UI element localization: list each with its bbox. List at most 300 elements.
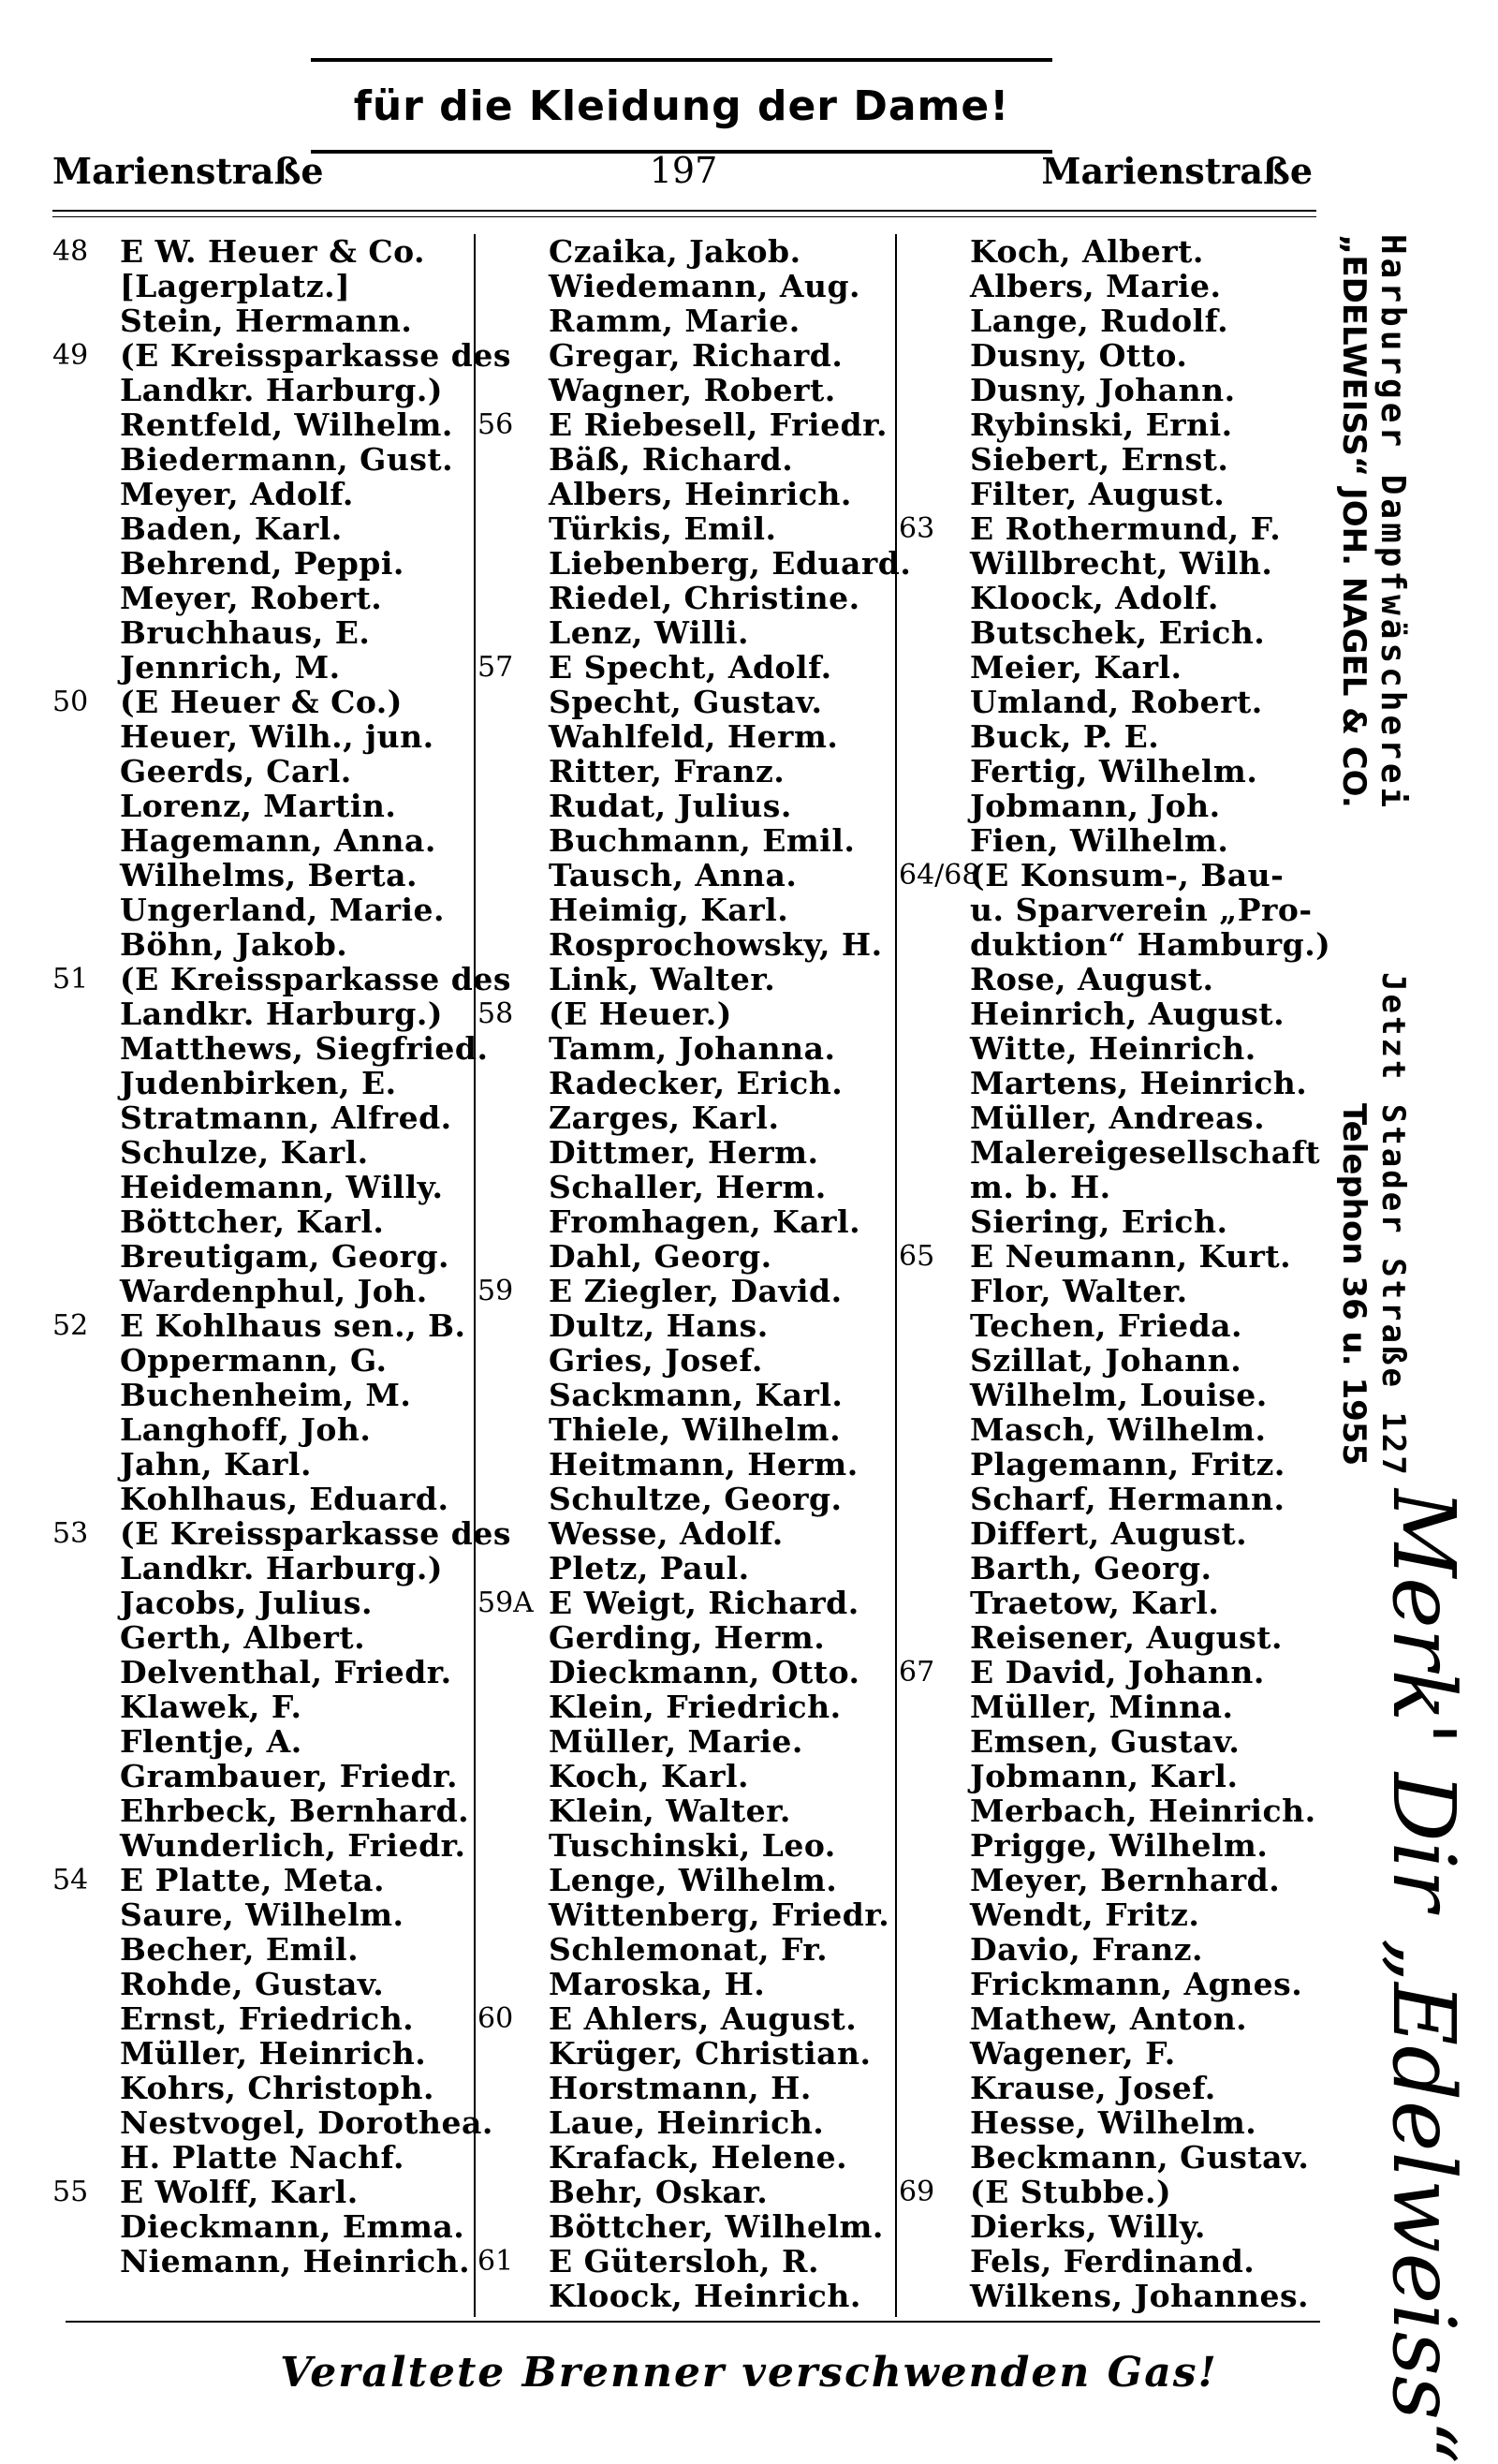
house-number: 61 — [477, 2245, 514, 2278]
directory-entry — [899, 2279, 1329, 2313]
directory-entry — [477, 1482, 889, 1516]
resident-name: Wilkens, Johannes. — [970, 2278, 1310, 2314]
directory-entry — [52, 2001, 464, 2036]
directory-entry — [52, 927, 464, 962]
resident-name: Rentfeld, Wilhelm. — [120, 406, 453, 443]
directory-entry — [899, 2140, 1329, 2175]
resident-name: Böttcher, Wilhelm. — [549, 2208, 884, 2245]
house-number: 57 — [477, 651, 514, 684]
directory-entry — [52, 615, 464, 650]
directory-entry — [477, 477, 889, 511]
directory-entry — [477, 615, 889, 650]
resident-name: Behr, Oskar. — [549, 2174, 769, 2210]
directory-entry — [52, 789, 464, 823]
resident-name: Butschek, Erich. — [970, 614, 1266, 651]
resident-name: Kloock, Heinrich. — [549, 2278, 861, 2314]
directory-entry — [477, 2140, 889, 2175]
directory-entry — [899, 1239, 1329, 1274]
side-ad-brand: „EDELWEISS“ JOH. NAGEL & CO. — [1335, 234, 1373, 808]
resident-name: Flentje, A. — [120, 1723, 302, 1760]
house-number: 64/68 — [899, 859, 980, 892]
directory-entry — [52, 823, 464, 858]
directory-entry — [899, 1516, 1329, 1551]
resident-name: Liebenberg, Eduard. — [549, 545, 912, 582]
directory-entry — [899, 1412, 1329, 1447]
resident-name: Gregar, Richard. — [549, 337, 844, 374]
side-ad-phone: Telephon 36 u. 1955 — [1335, 1103, 1373, 1467]
directory-entry — [899, 1100, 1329, 1135]
resident-name: Nestvogel, Dorothea. — [120, 2104, 493, 2141]
resident-name: Baden, Karl. — [120, 510, 343, 547]
resident-name: Buchmann, Emil. — [549, 822, 856, 859]
directory-entry — [899, 1308, 1329, 1343]
resident-name: Schaller, Herm. — [549, 1169, 827, 1205]
resident-name: Reisener, August. — [970, 1619, 1283, 1656]
resident-name: Grambauer, Friedr. — [120, 1758, 458, 1794]
directory-entry — [477, 2001, 889, 2036]
resident-name: Masch, Wilhelm. — [970, 1411, 1267, 1448]
resident-name: Maroska, H. — [549, 1966, 766, 2002]
resident-name: Jobmann, Karl. — [970, 1758, 1239, 1794]
resident-name: Lenge, Wilhelm. — [549, 1862, 838, 1898]
directory-entry — [477, 719, 889, 754]
directory-entry — [52, 337, 511, 374]
resident-name: Willbrecht, Wilh. — [970, 545, 1273, 582]
directory-entry — [477, 545, 912, 582]
directory-entry — [52, 996, 464, 1031]
directory-entry — [52, 407, 464, 442]
directory-entry — [52, 1308, 464, 1343]
resident-name: Krüger, Christian. — [549, 2035, 872, 2072]
directory-entry — [899, 1932, 1329, 1967]
directory-entry — [52, 1066, 464, 1100]
resident-name: Beckmann, Gustav. — [970, 2139, 1310, 2176]
house-number: 49 — [52, 339, 89, 372]
page-number: 197 — [649, 150, 718, 191]
directory-entry — [52, 1828, 464, 1863]
resident-name: Scharf, Hermann. — [970, 1481, 1285, 1517]
directory-entry — [899, 2036, 1329, 2071]
directory-entry — [52, 2104, 493, 2141]
resident-name: Gries, Josef. — [549, 1342, 763, 1379]
directory-entry — [52, 1759, 464, 1793]
resident-name: Müller, Minna. — [970, 1689, 1234, 1725]
resident-name: Jahn, Karl. — [120, 1446, 312, 1483]
directory-entry — [477, 1135, 889, 1170]
directory-entry — [477, 2105, 889, 2140]
resident-name: Martens, Heinrich. — [970, 1065, 1308, 1101]
directory-entry — [477, 338, 889, 373]
resident-name: duktion“ Hamburg.) — [970, 926, 1331, 963]
directory-entry — [52, 1204, 464, 1239]
directory-entry — [899, 1274, 1329, 1308]
directory-entry — [899, 442, 1329, 477]
directory-entry — [477, 1551, 889, 1586]
resident-name: Tausch, Anna. — [549, 857, 798, 893]
resident-name: Kloock, Adolf. — [970, 580, 1219, 616]
house-number: 58 — [477, 997, 514, 1030]
directory-entry — [52, 373, 464, 407]
resident-name: Breutigam, Georg. — [120, 1238, 450, 1275]
resident-name: Heimig, Karl. — [549, 892, 789, 928]
directory-entry — [899, 1031, 1329, 1066]
resident-name: Schlemonat, Fr. — [549, 1931, 829, 1968]
resident-name: Saure, Wilhelm. — [120, 1896, 404, 1933]
resident-name: Stratmann, Alfred. — [120, 1099, 452, 1136]
resident-name: Jacobs, Julius. — [120, 1585, 373, 1621]
directory-entry — [477, 1724, 889, 1759]
resident-name: Rohde, Gustav. — [120, 1966, 385, 2002]
directory-entry — [52, 1447, 464, 1482]
house-number: 53 — [52, 1517, 89, 1550]
resident-name: Landkr. Harburg.) — [120, 996, 443, 1032]
directory-entry — [52, 1378, 464, 1412]
directory-entry — [52, 685, 464, 719]
directory-entry — [477, 1100, 889, 1135]
directory-entry — [52, 650, 464, 685]
resident-name: Rybinski, Erni. — [970, 406, 1233, 443]
directory-entry — [899, 2244, 1329, 2279]
directory-entry — [899, 1897, 1329, 1932]
resident-name: E Neumann, Kurt. — [970, 1238, 1292, 1275]
resident-name: Müller, Heinrich. — [120, 2035, 427, 2072]
resident-name: Horstmann, H. — [549, 2070, 812, 2106]
directory-entry — [52, 1655, 464, 1689]
resident-name: E Riebesell, Friedr. — [549, 406, 888, 443]
directory-entry — [477, 962, 889, 996]
resident-name: Lorenz, Martin. — [120, 788, 397, 824]
directory-entry — [899, 1586, 1329, 1620]
directory-entry — [477, 858, 889, 893]
directory-entry — [477, 511, 889, 546]
directory-entry — [899, 373, 1329, 407]
directory-entry — [52, 1967, 464, 2001]
resident-name: Koch, Karl. — [549, 1758, 750, 1794]
directory-entry — [477, 581, 889, 615]
directory-entry — [52, 477, 464, 511]
directory-entry — [477, 2071, 889, 2105]
resident-name: Jobmann, Joh. — [970, 788, 1221, 824]
resident-name: (E Kreissparkasse des — [120, 337, 511, 374]
directory-entry — [899, 1759, 1329, 1793]
resident-name: Rudat, Julius. — [549, 788, 792, 824]
house-number: 50 — [52, 686, 89, 718]
directory-entry — [52, 511, 464, 546]
resident-name: Heinrich, August. — [970, 996, 1285, 1032]
resident-name: Wilhelm, Louise. — [970, 1377, 1268, 1413]
resident-name: (E Heuer & Co.) — [120, 684, 403, 720]
directory-entry — [52, 719, 464, 754]
directory-entry — [477, 1828, 889, 1863]
resident-name: Szillat, Johann. — [970, 1342, 1242, 1379]
directory-entry — [477, 1655, 889, 1689]
directory-entry — [52, 1135, 464, 1170]
directory-entry — [52, 303, 464, 338]
directory-entry — [477, 1343, 889, 1378]
directory-entry — [52, 1793, 470, 1829]
directory-entry — [899, 1066, 1329, 1100]
directory-entry — [52, 269, 464, 303]
directory-entry — [899, 1689, 1329, 1724]
resident-name: E David, Johann. — [970, 1654, 1265, 1690]
resident-name: Jennrich, M. — [120, 649, 341, 686]
directory-entry — [899, 1724, 1329, 1759]
directory-entry — [899, 581, 1329, 615]
directory-entry — [899, 823, 1329, 858]
resident-name: Traetow, Karl. — [970, 1585, 1220, 1621]
directory-entry — [477, 2036, 889, 2071]
directory-entry — [477, 823, 889, 858]
house-number: 65 — [899, 1240, 935, 1273]
resident-name: E Platte, Meta. — [120, 1862, 385, 1898]
directory-entry — [477, 1170, 889, 1204]
directory-entry — [477, 996, 889, 1031]
resident-name: Pletz, Paul. — [549, 1550, 750, 1586]
directory-entry — [477, 1793, 889, 1828]
directory-entry — [52, 1689, 464, 1724]
directory-entry — [52, 546, 464, 581]
side-ad-company: Harburger Dampfwäscherei — [1373, 234, 1412, 812]
directory-entry — [899, 338, 1329, 373]
directory-entry — [477, 1759, 889, 1793]
resident-name: Bäß, Richard. — [549, 441, 794, 478]
directory-entry — [899, 303, 1329, 338]
directory-entry — [477, 2175, 889, 2209]
house-number: 60 — [477, 2002, 514, 2035]
directory-entry — [899, 1170, 1329, 1204]
resident-name: Dultz, Hans. — [549, 1307, 769, 1344]
directory-entry — [52, 961, 511, 997]
resident-name: Behrend, Peppi. — [120, 545, 404, 582]
resident-name: Dusny, Otto. — [970, 337, 1188, 374]
house-number: 69 — [899, 2176, 935, 2208]
directory-entry — [899, 962, 1329, 996]
directory-entry — [52, 1620, 464, 1655]
directory-entry — [477, 1412, 889, 1447]
resident-name: Frickmann, Agnes. — [970, 1966, 1303, 2002]
resident-name: Klein, Friedrich. — [549, 1689, 842, 1725]
resident-name: (E Stubbe.) — [970, 2174, 1172, 2210]
directory-entry — [52, 1274, 464, 1308]
directory-entry — [52, 2175, 464, 2209]
directory-entry — [52, 858, 464, 893]
resident-name: Dieckmann, Emma. — [120, 2208, 465, 2245]
directory-entry — [52, 1482, 464, 1516]
house-number: 63 — [899, 512, 935, 545]
directory-entry — [899, 1378, 1329, 1412]
resident-name: Wendt, Fritz. — [970, 1896, 1200, 1933]
directory-entry — [477, 754, 889, 789]
resident-name: Witte, Heinrich. — [970, 1030, 1256, 1067]
directory-entry — [477, 1967, 889, 2001]
house-number: 48 — [52, 235, 89, 268]
house-number: 55 — [52, 2176, 89, 2208]
resident-name: Schultze, Georg. — [549, 1481, 843, 1517]
directory-entry — [52, 1343, 464, 1378]
directory-entry — [899, 477, 1329, 511]
directory-entry — [52, 2071, 464, 2105]
directory-entry — [477, 2244, 889, 2279]
directory-entry — [899, 615, 1329, 650]
directory-entry — [477, 1516, 889, 1551]
resident-name: Ehrbeck, Bernhard. — [120, 1793, 470, 1829]
directory-entry — [899, 1135, 1329, 1170]
resident-name: Heitmann, Herm. — [549, 1446, 859, 1483]
directory-entry — [899, 1447, 1329, 1482]
resident-name: Wahlfeld, Herm. — [549, 718, 839, 755]
resident-name: Siering, Erich. — [970, 1203, 1228, 1240]
resident-name: Dieckmann, Otto. — [549, 1654, 860, 1690]
resident-name: Dittmer, Herm. — [549, 1134, 819, 1171]
resident-name: Tuschinski, Leo. — [549, 1827, 836, 1864]
resident-name: Techen, Frieda. — [970, 1307, 1243, 1344]
resident-name: Emsen, Gustav. — [970, 1723, 1241, 1760]
directory-entry — [52, 1724, 464, 1759]
resident-name: Link, Walter. — [549, 961, 776, 997]
directory-entry — [477, 1689, 889, 1724]
resident-name: Fromhagen, Karl. — [549, 1203, 861, 1240]
resident-name: H. Platte Nachf. — [120, 2139, 405, 2176]
resident-name: Ernst, Friedrich. — [120, 2000, 415, 2037]
resident-name: Becher, Emil. — [120, 1931, 360, 1968]
resident-name: (E Heuer.) — [549, 996, 732, 1032]
directory-entry — [899, 1793, 1329, 1828]
resident-name: Tamm, Johanna. — [549, 1030, 836, 1067]
resident-name: u. Sparverein „Pro- — [970, 892, 1313, 928]
resident-name: Prigge, Wilhelm. — [970, 1827, 1269, 1864]
resident-name: Schulze, Karl. — [120, 1134, 369, 1171]
directory-entry — [899, 1204, 1329, 1239]
directory-entry — [899, 1551, 1329, 1586]
directory-entry — [899, 754, 1329, 789]
resident-name: Gerth, Albert. — [120, 1619, 366, 1656]
directory-entry — [899, 650, 1329, 685]
resident-name: Buchenheim, M. — [120, 1377, 412, 1413]
directory-entry — [52, 1863, 464, 1897]
resident-name: Umland, Robert. — [970, 684, 1263, 720]
resident-name: [Lagerplatz.] — [120, 268, 351, 304]
directory-entry — [477, 1066, 889, 1100]
directory-entry — [477, 893, 889, 927]
directory-entry — [477, 442, 889, 477]
resident-name: Kohlhaus, Eduard. — [120, 1481, 449, 1517]
resident-name: Klein, Walter. — [549, 1793, 791, 1829]
resident-name: E Ahlers, August. — [549, 2000, 858, 2037]
directory-entry — [899, 719, 1329, 754]
resident-name: Wardenphul, Joh. — [120, 1273, 428, 1309]
header-street-right: Marienstraße — [1041, 150, 1313, 192]
resident-name: Fels, Ferdinand. — [970, 2243, 1256, 2280]
directory-entry — [477, 1274, 889, 1308]
column-divider-1 — [474, 234, 476, 2317]
resident-name: E Gütersloh, R. — [549, 2243, 819, 2280]
directory-entry — [899, 789, 1329, 823]
directory-entry — [477, 1447, 889, 1482]
resident-name: m. b. H. — [970, 1169, 1111, 1205]
resident-name: Landkr. Harburg.) — [120, 1550, 443, 1586]
resident-name: Judenbirken, E. — [120, 1065, 397, 1101]
resident-name: Niemann, Heinrich. — [120, 2243, 471, 2280]
resident-name: (E Kreissparkasse des — [120, 961, 511, 997]
resident-name: Fien, Wilhelm. — [970, 822, 1229, 859]
resident-name: (E Kreissparkasse des — [120, 1515, 511, 1552]
header-street-left: Marienstraße — [52, 150, 324, 192]
resident-name: Matthews, Siegfried. — [120, 1030, 489, 1067]
directory-entry — [477, 1378, 889, 1412]
resident-name: Sackmann, Karl. — [549, 1377, 844, 1413]
house-number: 52 — [52, 1309, 89, 1342]
resident-name: Gerding, Herm. — [549, 1619, 826, 1656]
directory-entry — [52, 2209, 464, 2244]
directory-entry — [899, 2071, 1329, 2105]
directory-entry — [899, 1482, 1329, 1516]
resident-name: Kohrs, Christoph. — [120, 2070, 434, 2106]
directory-entry — [52, 1551, 464, 1586]
resident-name: Heuer, Wilh., jun. — [120, 718, 434, 755]
header-rule — [52, 210, 1316, 212]
resident-name: Merbach, Heinrich. — [970, 1793, 1316, 1829]
resident-name: E Ziegler, David. — [549, 1273, 843, 1309]
directory-entry — [52, 1030, 489, 1067]
directory-entry — [52, 1412, 464, 1447]
directory-entry — [899, 511, 1329, 546]
resident-name: E W. Heuer & Co. — [120, 233, 426, 270]
side-ad-address: Jetzt Stader Straße 127 — [1374, 972, 1412, 1478]
resident-name: Meier, Karl. — [970, 649, 1182, 686]
resident-name: Mathew, Anton. — [970, 2000, 1248, 2037]
directory-entry — [899, 2105, 1329, 2140]
directory-entry — [477, 789, 889, 823]
resident-name: E Wolff, Karl. — [120, 2174, 359, 2210]
resident-name: Albers, Heinrich. — [549, 476, 852, 512]
resident-name: Hesse, Wilhelm. — [970, 2104, 1257, 2141]
directory-entry — [52, 581, 464, 615]
directory-entry — [899, 1343, 1329, 1378]
house-number: 59 — [477, 1275, 514, 1307]
directory-entry — [899, 927, 1329, 962]
resident-name: E Rothermund, F. — [970, 510, 1282, 547]
directory-entry — [899, 2175, 1329, 2209]
resident-name: Lenz, Willi. — [549, 614, 750, 651]
resident-name: Albers, Marie. — [970, 268, 1222, 304]
directory-entry — [477, 2209, 889, 2244]
resident-name: Rosprochowsky, H. — [549, 926, 883, 963]
directory-entry — [477, 373, 889, 407]
resident-name: E Weigt, Richard. — [549, 1585, 859, 1621]
resident-name: Krafack, Helene. — [549, 2139, 848, 2176]
directory-entry — [52, 442, 464, 477]
resident-name: Wilhelms, Berta. — [120, 857, 418, 893]
resident-name: Hagemann, Anna. — [120, 822, 436, 859]
resident-name: Siebert, Ernst. — [970, 441, 1229, 478]
resident-name: Dierks, Willy. — [970, 2208, 1206, 2245]
resident-name: Radecker, Erich. — [549, 1065, 844, 1101]
resident-name: Türkis, Emil. — [549, 510, 777, 547]
directory-entry — [477, 1204, 889, 1239]
resident-name: Czaika, Jakob. — [549, 233, 801, 270]
directory-entry — [899, 1863, 1329, 1897]
resident-name: Wagner, Robert. — [549, 372, 836, 408]
resident-name: Müller, Andreas. — [970, 1099, 1266, 1136]
directory-entry — [477, 269, 889, 303]
resident-name: Heidemann, Willy. — [120, 1169, 444, 1205]
directory-entry — [477, 1586, 889, 1620]
directory-entry — [52, 1239, 464, 1274]
resident-name: Ungerland, Marie. — [120, 892, 446, 928]
resident-name: Böttcher, Karl. — [120, 1203, 385, 1240]
directory-entry — [52, 1170, 464, 1204]
directory-entry — [899, 1967, 1329, 2001]
